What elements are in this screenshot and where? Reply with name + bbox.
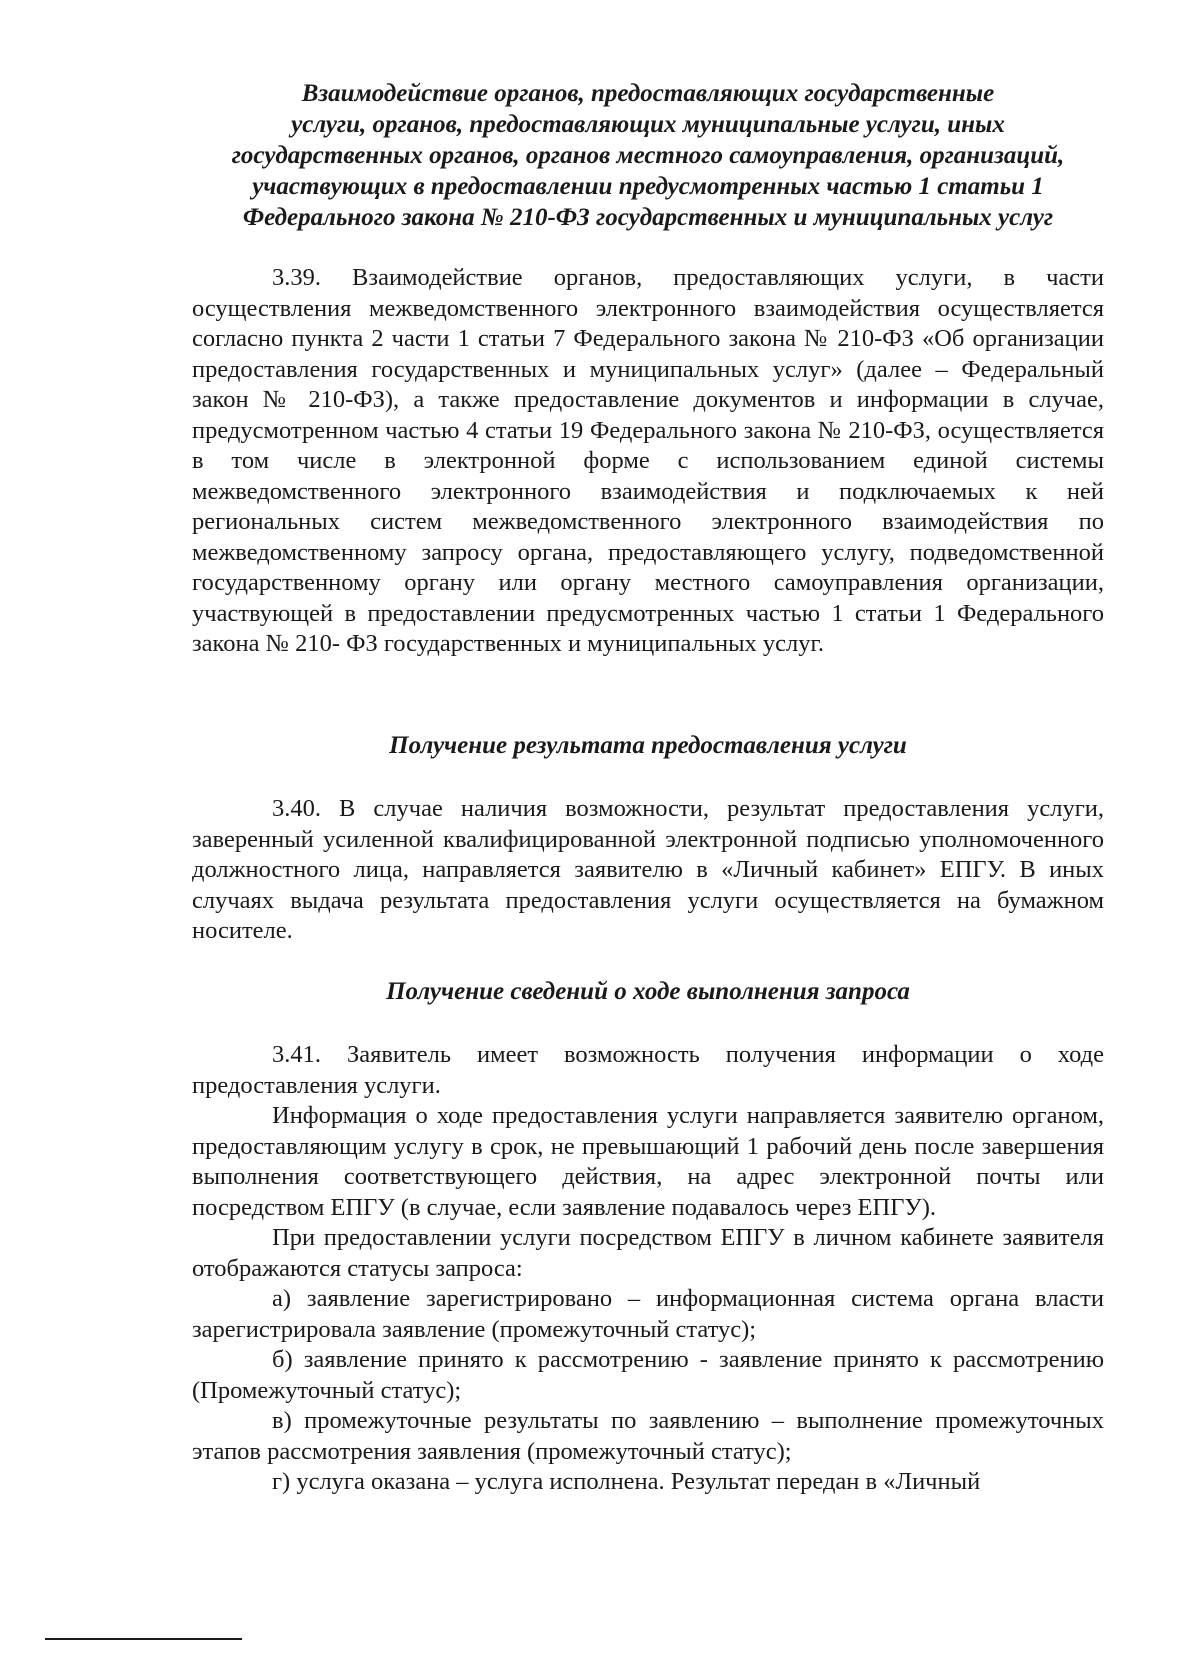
paragraph-3-41-intro: 3.41. Заявитель имеет возможность получения информации о ходе предоставления услуги. — [192, 1041, 1104, 1099]
paragraph-3-39: 3.39. Взаимодействие органов, предоставляющих услуги, в части осуществления межведомственного электронного взаимодействия осуществляется согласно пункта 2 части 1 статьи 7 Федерального закона № 210-ФЗ «Об организации предоставления государственных и муниципальных услуг» (далее – Федеральный закон № 210-ФЗ), а также предоставление документов и информации в случае, предусмотренном частью 4 статьи 19 Федерального закона № 210-ФЗ, осуществляется в том числе в электронной форме с использованием единой системы межведомственного электронного взаимодействия и подключаемых к ней региональных систем межведомственного электронного взаимодействия по межведомственному запросу органа, предоставляющего услугу, подведомственной государственному органу или органу местного самоуправления организации, участвующей в предоставлении предусмотренных частью 1 статьи 1 Федерального закона № 210- ФЗ государственных и муниципальных услуг. — [192, 264, 1104, 657]
heading-line: услуги, органов, предоставляющих муниципальные услуги, иных — [291, 111, 1005, 138]
list-item-status-g: г) услуга оказана – услуга исполнена. Результат передан в «Личный — [272, 1468, 981, 1495]
section-heading-result: Получение результата предоставления услуги — [389, 732, 907, 759]
heading-result-block — [192, 730, 1104, 761]
list-item-status-a: а) заявление зарегистрировано – информационная система органа власти зарегистрировала заявление (промежуточный статус); — [192, 1285, 1104, 1343]
paragraph-3-40: 3.40. В случае наличия возможности, результат предоставления услуги, заверенный усиленной квалифицированной электронной подписью уполномоченного должностного лица, направляется заявителю в «Личный кабинет» ЕПГУ. В иных случаях выдача результата предоставления услуги осуществляется на бумажном носителе. — [192, 795, 1104, 944]
heading-status-block — [192, 976, 1104, 1007]
section-heading-interaction — [192, 78, 1104, 233]
list-item-status-b: б) заявление принято к рассмотрению - заявление принято к рассмотрению (Промежуточный статус); — [192, 1346, 1104, 1404]
footnote-divider — [45, 1638, 242, 1640]
section-heading-status: Получение сведений о ходе выполнения запроса — [386, 978, 910, 1005]
heading-line: Взаимодействие органов, предоставляющих государственные — [301, 80, 995, 107]
heading-line: Федерального закона № 210-ФЗ государственных и муниципальных услуг — [242, 204, 1054, 231]
heading-line: участвующих в предоставлении предусмотренных частью 1 статьи 1 — [252, 173, 1044, 200]
clause-3-41 — [192, 1040, 1104, 1498]
clause-3-40 — [192, 794, 1104, 947]
paragraph-3-41-statuses: При предоставлении услуги посредством ЕПГУ в личном кабинете заявителя отображаются статусы запроса: — [192, 1224, 1104, 1282]
list-item-status-v: в) промежуточные результаты по заявлению – выполнение промежуточных этапов рассмотрения заявления (промежуточный статус); — [192, 1407, 1104, 1465]
paragraph-3-41-info: Информация о ходе предоставления услуги направляется заявителю органом, предоставляющим услугу в срок, не превышающий 1 рабочий день после завершения выполнения соответствующего действия, на адрес электронной почты или посредством ЕПГУ (в случае, если заявление подавалось через ЕПГУ). — [192, 1102, 1104, 1221]
heading-line: государственных органов, органов местного самоуправления, организаций, — [231, 142, 1065, 169]
clause-3-39 — [192, 263, 1104, 660]
